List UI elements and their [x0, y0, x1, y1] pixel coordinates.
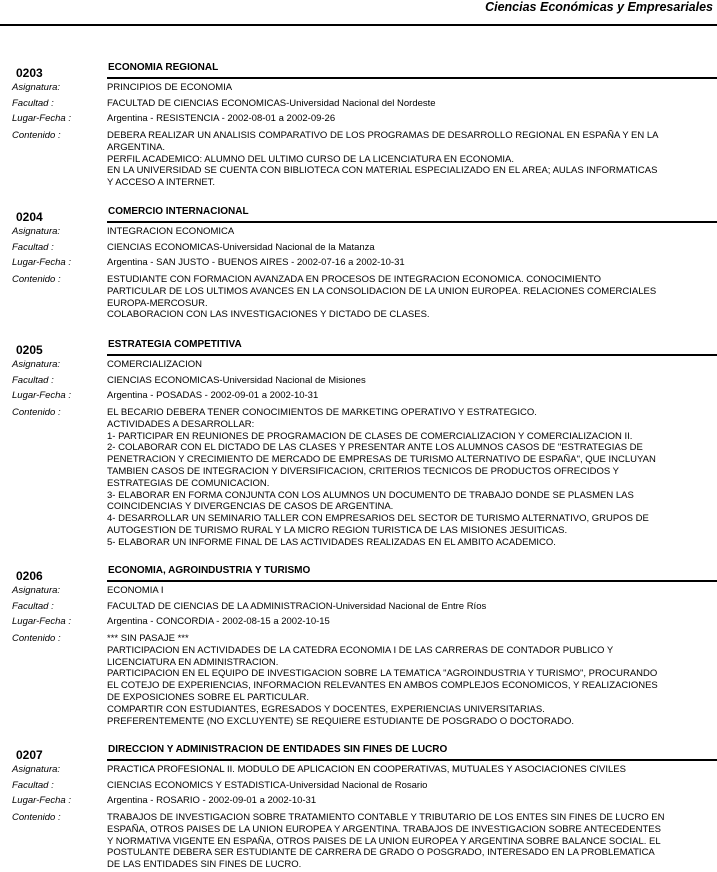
contenido-label: Contenido :	[12, 274, 61, 285]
lugar-fecha-row	[0, 616, 717, 633]
entry-divider	[107, 354, 717, 356]
facultad-value: CIENCIAS ECONOMICAS-Universidad Nacional de la Matanza	[107, 241, 375, 253]
facultad-label: Facultad :	[12, 241, 54, 253]
facultad-label: Facultad :	[12, 374, 54, 386]
lugar-fecha-label: Lugar-Fecha :	[12, 257, 71, 268]
contenido-row	[0, 633, 717, 727]
lugar-fecha-value: Argentina - POSADAS - 2002-09-01 a 2002-10-31	[107, 390, 319, 401]
entry-divider	[107, 580, 717, 582]
contenido-value: DEBERA REALIZAR UN ANALISIS COMPARATIVO DE LOS PROGRAMAS DE DESARROLLO REGIONAL EN ESPAÑA Y EN LA ARGENTINA. PERFIL ACADEMICO: ALUMNO DEL ULTIMO CURSO DE LA LICENCIATURA EN ECONOMIA. EN LA UNIVERSIDAD SE CUENTA CON BIBLIOTECA CON MATERIAL ESPECIALIZADO EN EL AREA; AULAS INFORMATICAS Y ACCESO A INTERNET.	[107, 130, 659, 189]
asignatura-value: COMERCIALIZACION	[107, 359, 203, 370]
lugar-fecha-label: Lugar-Fecha :	[12, 390, 71, 401]
facultad-label: Facultad :	[12, 779, 54, 791]
page-title: Ciencias Económicas y Empresariales	[485, 0, 713, 14]
facultad-value: FACULTAD DE CIENCIAS DE LA ADMINISTRACION-Universidad Nacional de Entre Ríos	[107, 600, 487, 612]
contenido-label: Contenido :	[12, 812, 61, 823]
lugar-fecha-row	[0, 113, 717, 130]
entry-code: 0207	[16, 748, 43, 762]
facultad-row	[0, 601, 717, 617]
entry-title: DIRECCION Y ADMINISTRACION DE ENTIDADES SIN FINES DE LUCRO	[108, 744, 448, 755]
facultad-row	[0, 242, 717, 258]
entry-divider	[107, 759, 717, 761]
facultad-row	[0, 98, 717, 114]
facultad-value: FACULTAD DE CIENCIAS ECONOMICAS-Universidad Nacional del Nordeste	[107, 97, 436, 109]
contenido-value: ESTUDIANTE CON FORMACION AVANZADA EN PROCESOS DE INTEGRACION ECONOMICA. CONOCIMIENTO PARTICULAR DE LOS ULTIMOS AVANCES EN LA CONSOLIDACION DE LA UNION EUROPEA. RELACIONES COMERCIALES EUROPA-MERCOSUR. COLABORACION CON LAS INVESTIGACIONES Y DICTADO DE CLASES.	[107, 274, 657, 321]
asignatura-row	[0, 82, 717, 98]
lugar-fecha-row	[0, 390, 717, 407]
lugar-fecha-value: Argentina - CONCORDIA - 2002-08-15 a 2002-10-15	[107, 616, 330, 627]
asignatura-value: PRACTICA PROFESIONAL II. MODULO DE APLICACION EN COOPERATIVAS, MUTUALES Y ASOCIACIONES CIVILES	[107, 764, 626, 775]
asignatura-row	[0, 585, 717, 601]
asignatura-row	[0, 764, 717, 780]
entry-title: COMERCIO INTERNACIONAL	[108, 206, 249, 217]
facultad-row	[0, 375, 717, 391]
facultad-value: CIENCIAS ECONOMICAS-Universidad Nacional de Misiones	[107, 374, 366, 386]
asignatura-value: INTEGRACION ECONOMICA	[107, 226, 235, 237]
lugar-fecha-label: Lugar-Fecha :	[12, 113, 71, 124]
entry-code: 0204	[16, 210, 43, 224]
lugar-fecha-value: Argentina - RESISTENCIA - 2002-08-01 a 2002-09-26	[107, 113, 336, 124]
asignatura-value: PRINCIPIOS DE ECONOMIA	[107, 82, 233, 93]
lugar-fecha-value: Argentina - SAN JUSTO - BUENOS AIRES - 2002-07-16 a 2002-10-31	[107, 257, 405, 268]
contenido-value: EL BECARIO DEBERA TENER CONOCIMIENTOS DE MARKETING OPERATIVO Y ESTRATEGICO. ACTIVIDADES A DESARROLLAR: 1- PARTICIPAR EN REUNIONES DE PROGRAMACION DE CLASES DE COMERCIALIZACION Y COMERCIALIZACION II. 2- COLABORAR CON EL DICTADO DE LAS CLASES Y PRESENTAR ANTE LOS ALUMNOS CASOS DE "ESTRATEGIAS DE PENETRACION Y CRECIMIENTO DE MERCADO DE EMPRESAS DE TURISMO ALTERNATIVO DE ESPAÑA", QUE INCLUYAN TAMBIEN CASOS DE INTEGRACION Y DIVERSIFICACION, CRITERIOS TECNICOS DE PRODUCTOS OFRECIDOS Y ESTRATEGIAS DE COMUNICACION. 3- ELABORAR EN FORMA CONJUNTA CON LOS ALUMNOS UN DOCUMENTO DE TRABAJO DONDE SE PLASMEN LAS COINCIDENCIAS Y DIVERGENCIAS DE CASOS DE ARGENTINA. 4- DESARROLLAR UN SEMINARIO TALLER CON EMPRESARIOS DEL SECTOR DE TURISMO ALTERNATIVO, GRUPOS DE AUTOGESTION DE TURISMO RURAL Y LA MICRO REGION TURISTICA DE LAS MISIONES JESUITICAS. 5- ELABORAR UN INFORME FINAL DE LAS ACTIVIDADES REALIZADAS EN EL AMBITO ACADEMICO.	[107, 407, 656, 548]
facultad-row	[0, 780, 717, 796]
asignatura-label: Asignatura:	[12, 359, 61, 370]
contenido-value: TRABAJOS DE INVESTIGACION SOBRE TRATAMIENTO CONTABLE Y TRIBUTARIO DE LOS ENTES SIN FINES DE LUCRO EN ESPAÑA, OTROS PAISES DE LA UNION EUROPEA Y ARGENTINA. TRABAJOS DE INVESTIGACION SOBRE ANTECEDENTES Y NORMATIVA VIGENTE EN ESPAÑA, OTROS PAISES DE LA UNION EUROPEA Y ARGENTINA SOBRE BALANCE SOCIAL. EL POSTULANTE DEBERA SER ESTUDIANTE DE CARRERA DE GRADO O POSGRADO, INTERESADO EN LA PROBLEMATICA DE LAS ENTIDADES SIN FINES DE LUCRO.	[107, 812, 665, 871]
lugar-fecha-label: Lugar-Fecha :	[12, 616, 71, 627]
entry-title: ECONOMIA, AGROINDUSTRIA Y TURISMO	[108, 565, 311, 576]
contenido-row	[0, 812, 717, 871]
entry-code: 0205	[16, 343, 43, 357]
asignatura-row	[0, 226, 717, 242]
asignatura-value: ECONOMIA I	[107, 585, 164, 596]
lugar-fecha-value: Argentina - ROSARIO - 2002-09-01 a 2002-10-31	[107, 795, 317, 806]
contenido-label: Contenido :	[12, 130, 61, 141]
entry-divider	[107, 77, 717, 79]
lugar-fecha-row	[0, 795, 717, 812]
asignatura-label: Asignatura:	[12, 82, 61, 93]
lugar-fecha-label: Lugar-Fecha :	[12, 795, 71, 806]
page-header	[0, 0, 717, 26]
contenido-value: *** SIN PASAJE *** PARTICIPACION EN ACTIVIDADES DE LA CATEDRA ECONOMIA I DE LAS CARRERAS DE CONTADOR PUBLICO Y LICENCIATURA EN ADMINISTRACION. PARTICIPACION EN EL EQUIPO DE INVESTIGACION SOBRE LA TEMATICA "AGROINDUSTRIA Y TURISMO", PROCURANDO EL COTEJO DE EXPERIENCIAS, INFORMACION RELEVANTES EN AMBOS COMPLEJOS ECONOMICOS, Y REALIZACIONES DE EXPOSICIONES SOBRE EL PARTICULAR. COMPARTIR CON ESTUDIANTES, EGRESADOS Y DOCENTES, EXPERIENCIAS UNIVERSITARIAS. PREFERENTEMENTE (NO EXCLUYENTE) SE REQUIERE ESTUDIANTE DE POSGRADO O DOCTORADO.	[107, 633, 658, 727]
facultad-label: Facultad :	[12, 97, 54, 109]
contenido-label: Contenido :	[12, 633, 61, 644]
entry-code: 0206	[16, 569, 43, 583]
asignatura-label: Asignatura:	[12, 226, 61, 237]
entry-title: ECONOMIA REGIONAL	[108, 62, 219, 73]
entry-divider	[107, 221, 717, 223]
lugar-fecha-row	[0, 257, 717, 274]
contenido-row	[0, 407, 717, 549]
asignatura-label: Asignatura:	[12, 585, 61, 596]
entry-code: 0203	[16, 66, 43, 80]
facultad-value: CIENCIAS ECONOMICS Y ESTADISTICA-Universidad Nacional de Rosario	[107, 779, 428, 791]
facultad-label: Facultad :	[12, 600, 54, 612]
asignatura-label: Asignatura:	[12, 764, 61, 775]
contenido-row	[0, 274, 717, 321]
contenido-label: Contenido :	[12, 407, 61, 418]
entry-title: ESTRATEGIA COMPETITIVA	[108, 339, 242, 350]
contenido-row	[0, 130, 717, 189]
asignatura-row	[0, 359, 717, 375]
